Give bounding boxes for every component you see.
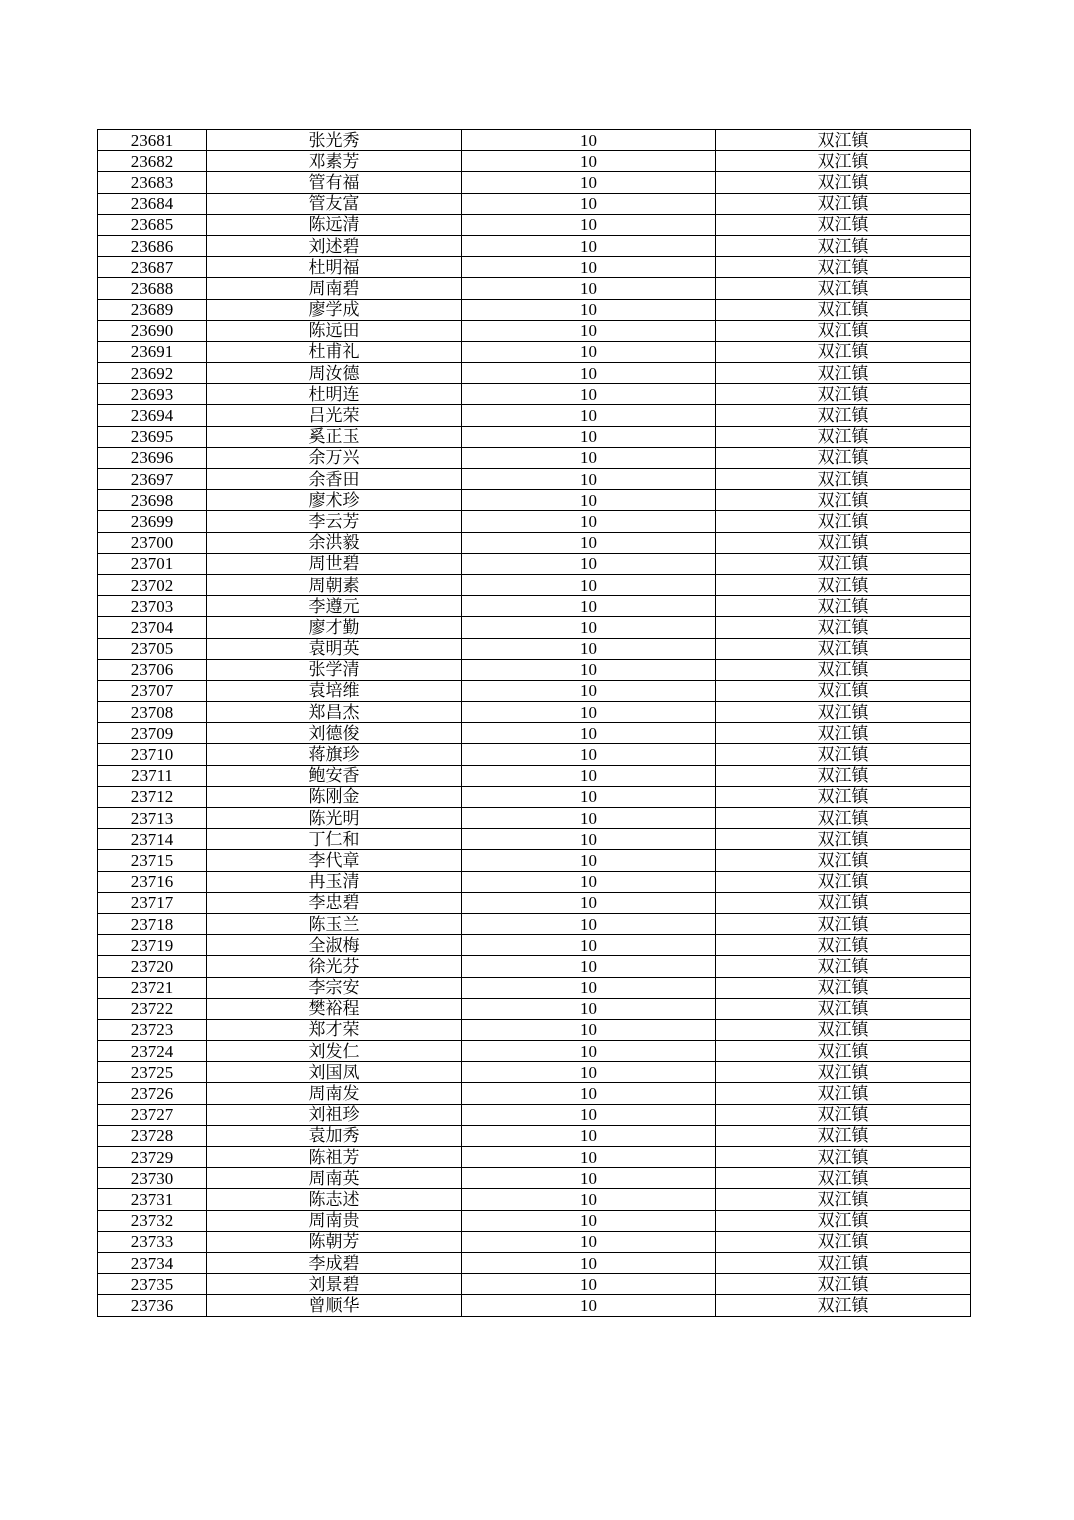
row-town-cell: 双江镇 [716,786,971,807]
row-name-cell: 杜明连 [207,384,462,405]
row-name-cell: 周南发 [207,1083,462,1104]
row-town-cell: 双江镇 [716,1104,971,1125]
row-name-cell: 张光秀 [207,130,462,151]
table-row [98,257,971,278]
row-id-cell: 23691 [98,341,207,362]
row-name-cell: 杜甫礼 [207,341,462,362]
row-name-cell: 樊裕程 [207,998,462,1019]
row-amount-cell: 10 [462,532,716,553]
table-row [98,1083,971,1104]
table-row [98,1189,971,1210]
row-id-cell: 23730 [98,1168,207,1189]
row-amount-cell: 10 [462,469,716,490]
row-id-cell: 23726 [98,1083,207,1104]
table-row [98,1125,971,1146]
row-town-cell: 双江镇 [716,659,971,680]
row-town-cell: 双江镇 [716,638,971,659]
row-amount-cell: 10 [462,405,716,426]
row-id-cell: 23706 [98,659,207,680]
table-row [98,278,971,299]
row-name-cell: 廖学成 [207,299,462,320]
row-id-cell: 23688 [98,278,207,299]
row-name-cell: 廖术珍 [207,490,462,511]
row-amount-cell: 10 [462,829,716,850]
table-row [98,447,971,468]
row-amount-cell: 10 [462,786,716,807]
table-row [98,1019,971,1040]
row-town-cell: 双江镇 [716,829,971,850]
row-town-cell: 双江镇 [716,405,971,426]
row-amount-cell: 10 [462,659,716,680]
row-amount-cell: 10 [462,1041,716,1062]
table-row [98,235,971,256]
row-name-cell: 李成碧 [207,1252,462,1273]
row-id-cell: 23699 [98,511,207,532]
row-name-cell: 陈光明 [207,808,462,829]
row-amount-cell: 10 [462,384,716,405]
row-name-cell: 管有福 [207,172,462,193]
row-name-cell: 管友富 [207,193,462,214]
row-town-cell: 双江镇 [716,151,971,172]
row-town-cell: 双江镇 [716,235,971,256]
row-name-cell: 奚正玉 [207,426,462,447]
row-town-cell: 双江镇 [716,553,971,574]
row-amount-cell: 10 [462,808,716,829]
row-town-cell: 双江镇 [716,426,971,447]
table-row [98,574,971,595]
row-name-cell: 郑才荣 [207,1019,462,1040]
table-row [98,1274,971,1295]
row-town-cell: 双江镇 [716,702,971,723]
row-town-cell: 双江镇 [716,1062,971,1083]
table-row [98,384,971,405]
row-name-cell: 余万兴 [207,447,462,468]
row-name-cell: 吕光荣 [207,405,462,426]
row-town-cell: 双江镇 [716,320,971,341]
table-body [98,130,971,1317]
table-row [98,1210,971,1231]
row-town-cell: 双江镇 [716,490,971,511]
table-row [98,1295,971,1316]
row-id-cell: 23732 [98,1210,207,1231]
row-id-cell: 23729 [98,1147,207,1168]
row-amount-cell: 10 [462,235,716,256]
row-id-cell: 23695 [98,426,207,447]
data-table [97,129,971,1317]
row-id-cell: 23713 [98,808,207,829]
row-name-cell: 李宗安 [207,977,462,998]
row-name-cell: 陈远清 [207,214,462,235]
row-town-cell: 双江镇 [716,1041,971,1062]
table-row [98,320,971,341]
table-row [98,1168,971,1189]
table-row [98,553,971,574]
row-amount-cell: 10 [462,871,716,892]
row-amount-cell: 10 [462,1083,716,1104]
row-id-cell: 23717 [98,892,207,913]
table-row [98,532,971,553]
row-name-cell: 刘述碧 [207,235,462,256]
row-name-cell: 周朝素 [207,574,462,595]
row-amount-cell: 10 [462,1125,716,1146]
table-row [98,871,971,892]
row-name-cell: 鲍安香 [207,765,462,786]
row-town-cell: 双江镇 [716,574,971,595]
row-amount-cell: 10 [462,723,716,744]
row-amount-cell: 10 [462,1104,716,1125]
row-id-cell: 23686 [98,235,207,256]
row-amount-cell: 10 [462,956,716,977]
row-id-cell: 23715 [98,850,207,871]
row-id-cell: 23728 [98,1125,207,1146]
row-town-cell: 双江镇 [716,1295,971,1316]
row-amount-cell: 10 [462,850,716,871]
row-amount-cell: 10 [462,447,716,468]
table-row [98,172,971,193]
row-amount-cell: 10 [462,935,716,956]
table-row [98,744,971,765]
row-amount-cell: 10 [462,172,716,193]
table-row [98,998,971,1019]
row-amount-cell: 10 [462,744,716,765]
row-id-cell: 23720 [98,956,207,977]
row-town-cell: 双江镇 [716,765,971,786]
row-name-cell: 徐光芬 [207,956,462,977]
row-amount-cell: 10 [462,702,716,723]
table-row [98,151,971,172]
row-amount-cell: 10 [462,1231,716,1252]
row-amount-cell: 10 [462,1147,716,1168]
table-row [98,765,971,786]
row-name-cell: 李代章 [207,850,462,871]
row-name-cell: 丁仁和 [207,829,462,850]
table-row [98,341,971,362]
row-name-cell: 周南英 [207,1168,462,1189]
table-row [98,850,971,871]
row-id-cell: 23696 [98,447,207,468]
row-amount-cell: 10 [462,638,716,659]
row-amount-cell: 10 [462,490,716,511]
row-name-cell: 李忠碧 [207,892,462,913]
row-amount-cell: 10 [462,341,716,362]
table-row [98,596,971,617]
row-name-cell: 刘祖珍 [207,1104,462,1125]
row-name-cell: 陈玉兰 [207,913,462,934]
row-id-cell: 23682 [98,151,207,172]
row-name-cell: 李云芳 [207,511,462,532]
row-id-cell: 23684 [98,193,207,214]
row-town-cell: 双江镇 [716,956,971,977]
row-name-cell: 廖才勤 [207,617,462,638]
row-id-cell: 23712 [98,786,207,807]
row-town-cell: 双江镇 [716,299,971,320]
row-amount-cell: 10 [462,617,716,638]
row-id-cell: 23736 [98,1295,207,1316]
row-id-cell: 23731 [98,1189,207,1210]
row-id-cell: 23716 [98,871,207,892]
row-town-cell: 双江镇 [716,1168,971,1189]
row-id-cell: 23708 [98,702,207,723]
row-town-cell: 双江镇 [716,998,971,1019]
row-id-cell: 23711 [98,765,207,786]
row-name-cell: 周南碧 [207,278,462,299]
row-id-cell: 23709 [98,723,207,744]
row-id-cell: 23702 [98,574,207,595]
table-row [98,1252,971,1273]
row-amount-cell: 10 [462,574,716,595]
row-town-cell: 双江镇 [716,744,971,765]
row-name-cell: 刘国凤 [207,1062,462,1083]
row-amount-cell: 10 [462,299,716,320]
row-id-cell: 23689 [98,299,207,320]
row-town-cell: 双江镇 [716,532,971,553]
row-town-cell: 双江镇 [716,1252,971,1273]
row-town-cell: 双江镇 [716,363,971,384]
row-id-cell: 23718 [98,913,207,934]
row-id-cell: 23733 [98,1231,207,1252]
row-amount-cell: 10 [462,426,716,447]
table-row [98,469,971,490]
row-amount-cell: 10 [462,320,716,341]
table-row [98,405,971,426]
row-name-cell: 余洪毅 [207,532,462,553]
table-row [98,214,971,235]
table-row [98,193,971,214]
row-amount-cell: 10 [462,892,716,913]
row-amount-cell: 10 [462,511,716,532]
table-row [98,363,971,384]
row-town-cell: 双江镇 [716,193,971,214]
row-amount-cell: 10 [462,363,716,384]
row-town-cell: 双江镇 [716,384,971,405]
table-row [98,1104,971,1125]
row-id-cell: 23723 [98,1019,207,1040]
row-amount-cell: 10 [462,1062,716,1083]
row-id-cell: 23722 [98,998,207,1019]
row-town-cell: 双江镇 [716,257,971,278]
row-amount-cell: 10 [462,596,716,617]
row-amount-cell: 10 [462,913,716,934]
row-id-cell: 23734 [98,1252,207,1273]
row-town-cell: 双江镇 [716,596,971,617]
row-amount-cell: 10 [462,1252,716,1273]
row-name-cell: 周南贵 [207,1210,462,1231]
row-id-cell: 23721 [98,977,207,998]
row-id-cell: 23719 [98,935,207,956]
row-id-cell: 23681 [98,130,207,151]
row-amount-cell: 10 [462,1295,716,1316]
row-town-cell: 双江镇 [716,278,971,299]
row-amount-cell: 10 [462,977,716,998]
table-row [98,299,971,320]
row-name-cell: 全淑梅 [207,935,462,956]
row-town-cell: 双江镇 [716,871,971,892]
table-row [98,913,971,934]
row-town-cell: 双江镇 [716,214,971,235]
row-amount-cell: 10 [462,1019,716,1040]
row-town-cell: 双江镇 [716,680,971,701]
table-row [98,638,971,659]
row-town-cell: 双江镇 [716,130,971,151]
row-id-cell: 23690 [98,320,207,341]
row-name-cell: 袁加秀 [207,1125,462,1146]
row-name-cell: 郑昌杰 [207,702,462,723]
row-id-cell: 23725 [98,1062,207,1083]
table-row [98,617,971,638]
row-id-cell: 23727 [98,1104,207,1125]
row-name-cell: 袁培维 [207,680,462,701]
row-town-cell: 双江镇 [716,913,971,934]
table-row [98,702,971,723]
table-row [98,892,971,913]
row-id-cell: 23701 [98,553,207,574]
row-town-cell: 双江镇 [716,511,971,532]
table-row [98,935,971,956]
row-name-cell: 刘发仁 [207,1041,462,1062]
row-name-cell: 陈刚金 [207,786,462,807]
row-amount-cell: 10 [462,998,716,1019]
table-row [98,426,971,447]
row-id-cell: 23705 [98,638,207,659]
row-amount-cell: 10 [462,214,716,235]
row-name-cell: 周世碧 [207,553,462,574]
row-town-cell: 双江镇 [716,341,971,362]
row-amount-cell: 10 [462,1210,716,1231]
row-name-cell: 蒋旗珍 [207,744,462,765]
row-amount-cell: 10 [462,130,716,151]
row-name-cell: 邓素芳 [207,151,462,172]
row-town-cell: 双江镇 [716,977,971,998]
row-name-cell: 张学清 [207,659,462,680]
row-town-cell: 双江镇 [716,447,971,468]
row-town-cell: 双江镇 [716,617,971,638]
row-id-cell: 23703 [98,596,207,617]
table-row [98,130,971,151]
table-row [98,808,971,829]
row-town-cell: 双江镇 [716,850,971,871]
row-amount-cell: 10 [462,1168,716,1189]
table-row [98,829,971,850]
row-name-cell: 余香田 [207,469,462,490]
row-name-cell: 杜明福 [207,257,462,278]
row-name-cell: 陈朝芳 [207,1231,462,1252]
row-town-cell: 双江镇 [716,892,971,913]
table-row [98,511,971,532]
row-amount-cell: 10 [462,193,716,214]
table-row [98,1231,971,1252]
table-row [98,977,971,998]
table-row [98,956,971,977]
row-id-cell: 23698 [98,490,207,511]
row-id-cell: 23692 [98,363,207,384]
row-amount-cell: 10 [462,278,716,299]
row-town-cell: 双江镇 [716,1274,971,1295]
row-town-cell: 双江镇 [716,172,971,193]
table-row [98,786,971,807]
row-id-cell: 23714 [98,829,207,850]
row-amount-cell: 10 [462,1274,716,1295]
table-row [98,723,971,744]
row-amount-cell: 10 [462,553,716,574]
table-row [98,680,971,701]
row-name-cell: 陈祖芳 [207,1147,462,1168]
row-town-cell: 双江镇 [716,808,971,829]
row-amount-cell: 10 [462,765,716,786]
row-name-cell: 刘景碧 [207,1274,462,1295]
row-id-cell: 23710 [98,744,207,765]
table-row [98,490,971,511]
table-row [98,1041,971,1062]
table-row [98,1147,971,1168]
row-name-cell: 袁明英 [207,638,462,659]
row-amount-cell: 10 [462,151,716,172]
row-town-cell: 双江镇 [716,723,971,744]
row-name-cell: 李遵元 [207,596,462,617]
row-amount-cell: 10 [462,257,716,278]
row-name-cell: 冉玉清 [207,871,462,892]
row-town-cell: 双江镇 [716,1125,971,1146]
row-town-cell: 双江镇 [716,1019,971,1040]
row-town-cell: 双江镇 [716,1083,971,1104]
row-town-cell: 双江镇 [716,935,971,956]
row-id-cell: 23704 [98,617,207,638]
row-amount-cell: 10 [462,680,716,701]
row-id-cell: 23700 [98,532,207,553]
row-name-cell: 刘德俊 [207,723,462,744]
table-row [98,1062,971,1083]
row-town-cell: 双江镇 [716,1231,971,1252]
row-id-cell: 23707 [98,680,207,701]
row-town-cell: 双江镇 [716,1147,971,1168]
row-town-cell: 双江镇 [716,469,971,490]
row-name-cell: 周汝德 [207,363,462,384]
row-id-cell: 23735 [98,1274,207,1295]
row-town-cell: 双江镇 [716,1210,971,1231]
row-amount-cell: 10 [462,1189,716,1210]
row-name-cell: 陈志述 [207,1189,462,1210]
row-id-cell: 23693 [98,384,207,405]
row-name-cell: 曾顺华 [207,1295,462,1316]
row-id-cell: 23687 [98,257,207,278]
row-name-cell: 陈远田 [207,320,462,341]
row-id-cell: 23694 [98,405,207,426]
row-id-cell: 23685 [98,214,207,235]
row-id-cell: 23697 [98,469,207,490]
row-id-cell: 23724 [98,1041,207,1062]
table-row [98,659,971,680]
row-town-cell: 双江镇 [716,1189,971,1210]
row-id-cell: 23683 [98,172,207,193]
